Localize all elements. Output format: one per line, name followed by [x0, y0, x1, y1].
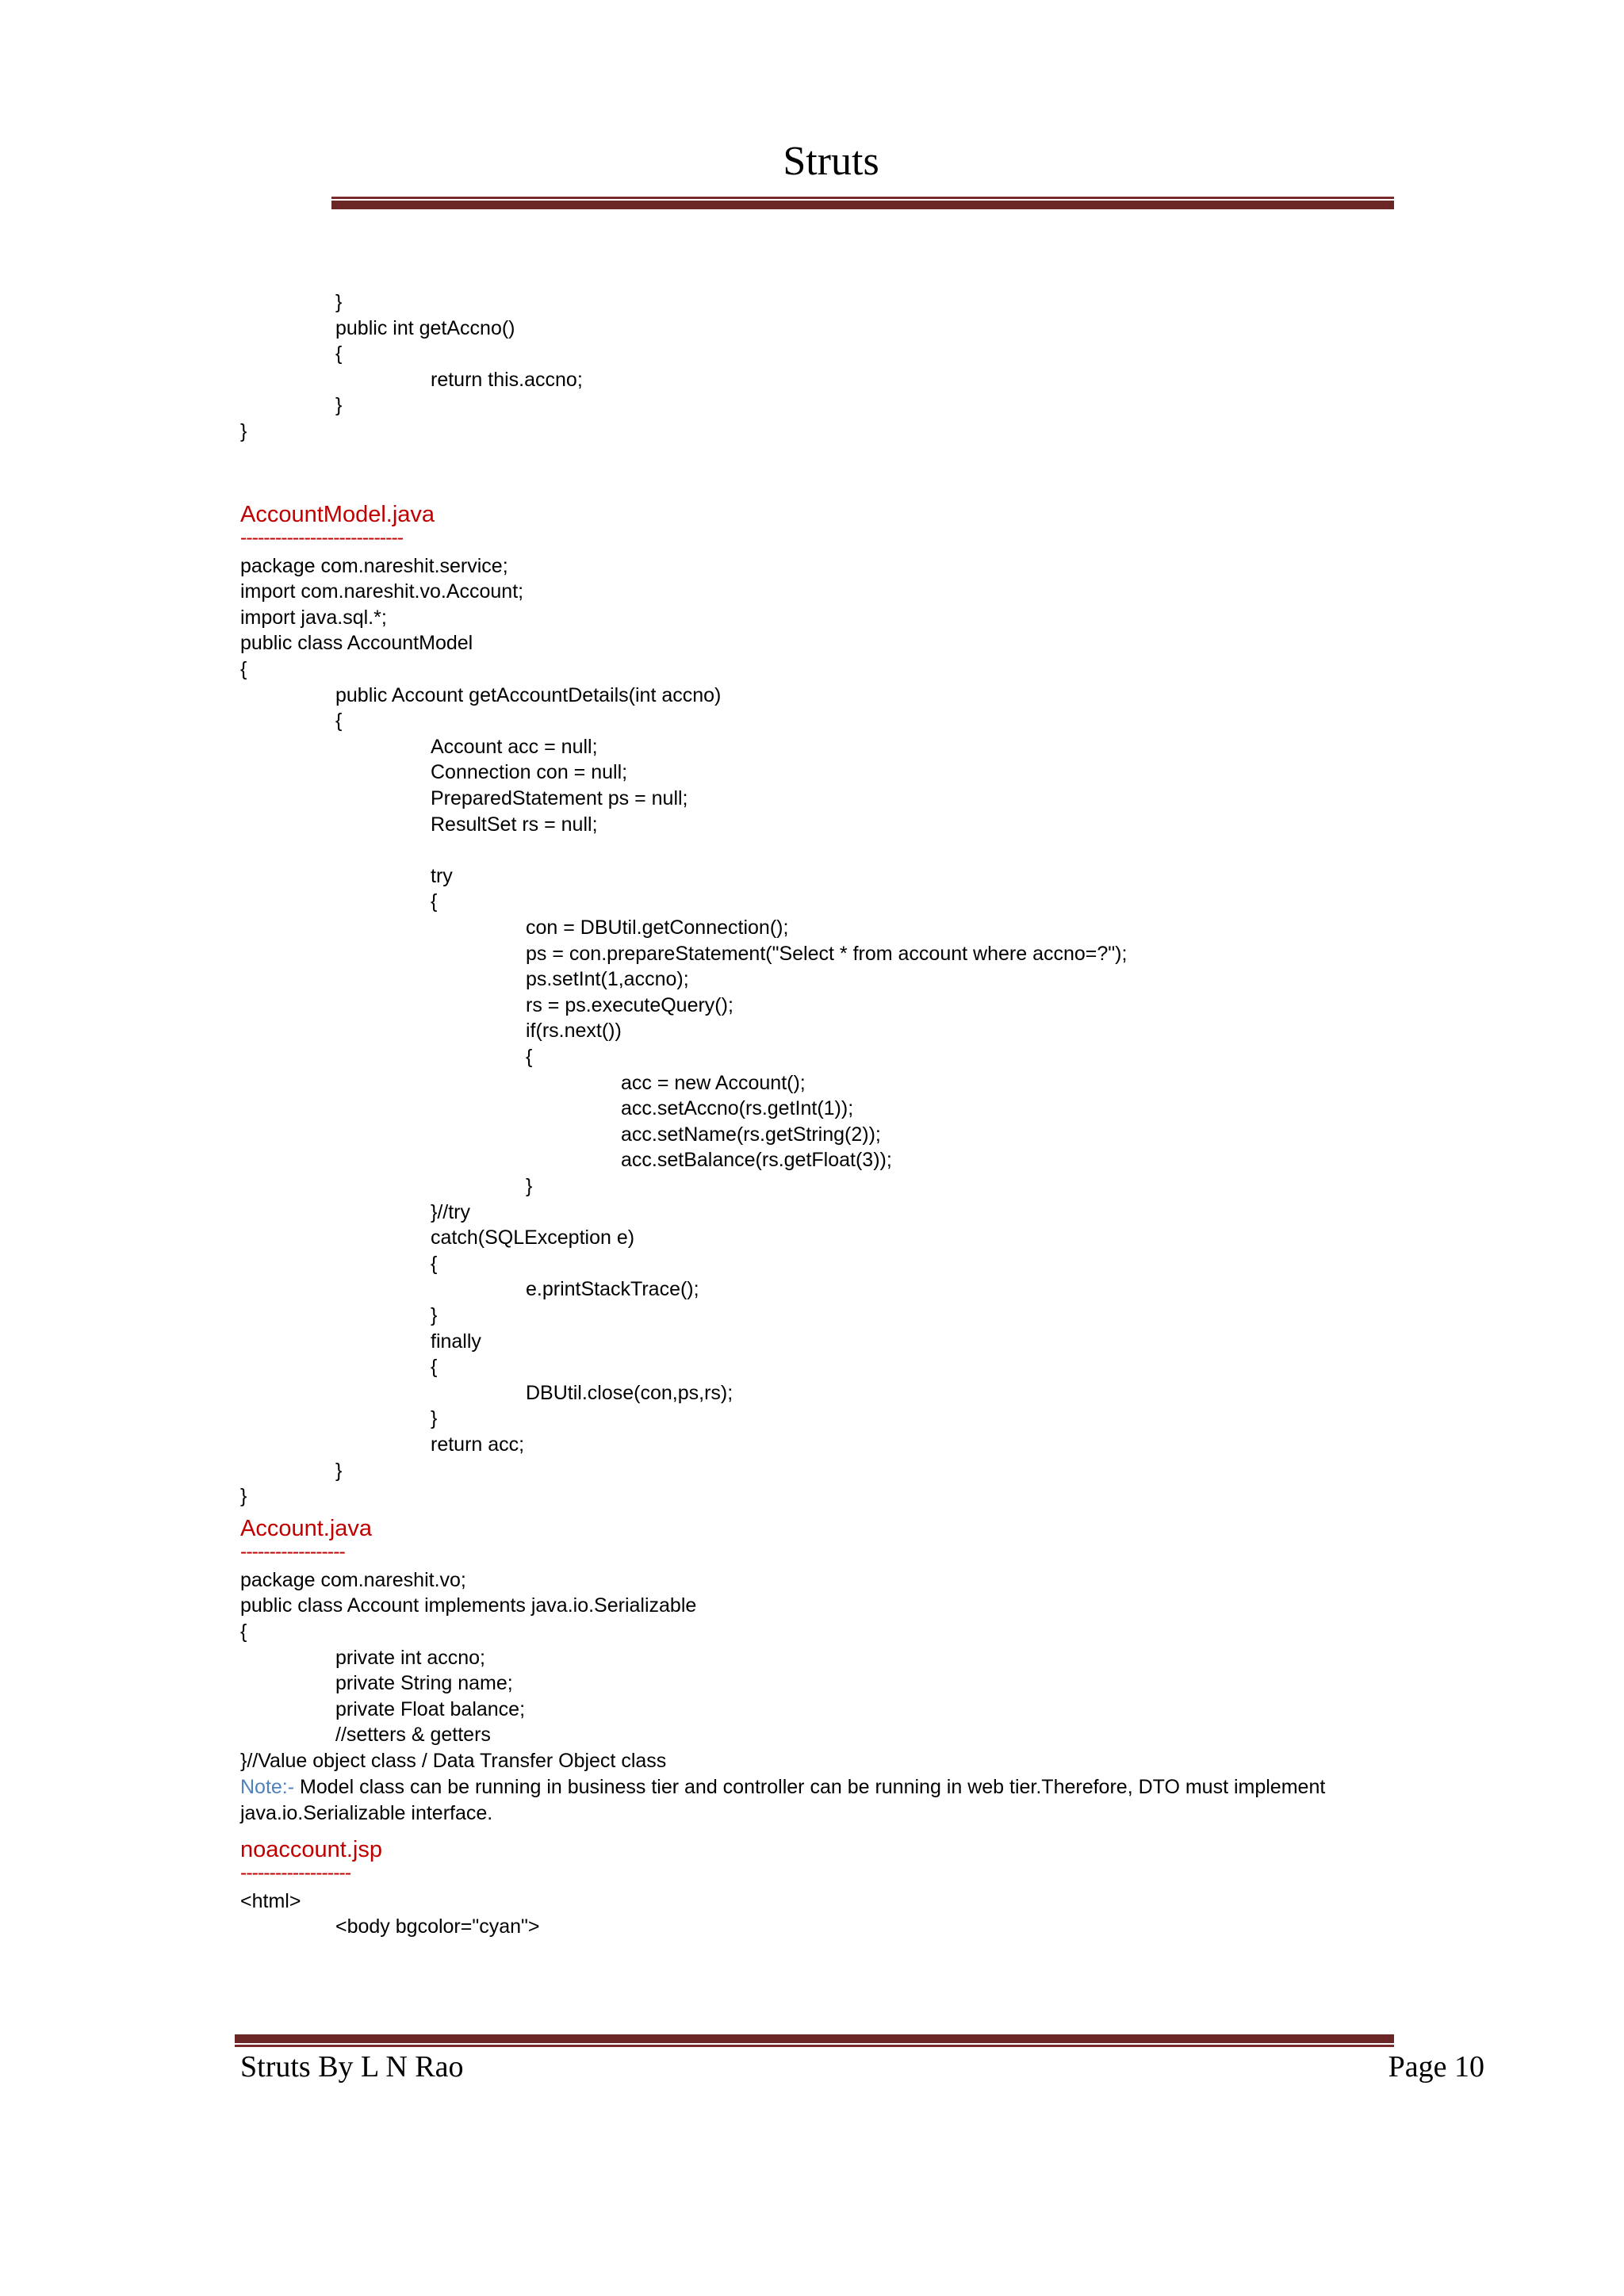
code-line: { [240, 1621, 247, 1643]
code-line: acc.setName(rs.getString(2)); [621, 1123, 881, 1146]
code-line: try [431, 864, 453, 887]
code-line: package com.nareshit.vo; [240, 1568, 466, 1591]
code-line: } [431, 1407, 438, 1430]
code-line: catch(SQLException e) [431, 1226, 635, 1249]
code-line: } [431, 1304, 438, 1326]
code-line: private int accno; [335, 1646, 485, 1669]
code-line: } [335, 291, 343, 313]
page-header-title: Struts [783, 139, 879, 184]
code-line: } [335, 394, 343, 417]
code-line: <body bgcolor="cyan"> [335, 1915, 540, 1938]
code-line: { [526, 1046, 533, 1068]
code-line: { [335, 710, 343, 733]
footer-rule [235, 2034, 1394, 2047]
code-line: package com.nareshit.service; [240, 554, 508, 577]
code-line: import java.sql.*; [240, 606, 387, 629]
code-line: }//Value object class / Data Transfer Object class [240, 1750, 667, 1772]
code-line: { [431, 890, 438, 913]
code-line: ps.setInt(1,accno); [526, 968, 689, 991]
code-line: finally [431, 1330, 481, 1353]
code-line: if(rs.next()) [526, 1020, 622, 1043]
code-line: } [240, 420, 247, 442]
code-line: { [240, 658, 247, 680]
code-line: return this.accno; [431, 368, 583, 391]
code-line: }//try [431, 1200, 471, 1223]
code-line: ResultSet rs = null; [431, 813, 598, 836]
code-line: //setters & getters [335, 1724, 491, 1747]
code-line: acc = new Account(); [621, 1071, 806, 1094]
code-line: public class AccountModel [240, 632, 473, 655]
code-line: } [240, 1485, 247, 1508]
section-underline: ------------------- [240, 1861, 351, 1884]
code-line: Connection con = null; [431, 761, 628, 784]
section-title: Account.java [240, 1515, 373, 1541]
code-line: { [431, 1252, 438, 1275]
code-line: public Account getAccountDetails(int accno) [335, 683, 722, 706]
code-line: import com.nareshit.vo.Account; [240, 580, 524, 603]
footer-page-number: Page 10 [1388, 2050, 1484, 2084]
code-line: } [526, 1175, 533, 1197]
code-line: rs = ps.executeQuery(); [526, 993, 733, 1016]
code-line: private String name; [335, 1672, 513, 1695]
code-line: <html> [240, 1889, 301, 1912]
code-line: acc.setAccno(rs.getInt(1)); [621, 1097, 854, 1120]
code-line: DBUtil.close(con,ps,rs); [526, 1381, 733, 1404]
note-label: Note:- [240, 1775, 295, 1798]
note-text: Model class can be running in business tier and controller can be running in web tier.Therefore, DTO must implement java.io.Serializable interface. [240, 1775, 1326, 1824]
code-line: } [335, 1459, 343, 1482]
code-line: public int getAccno() [335, 316, 515, 339]
section-title: noaccount.jsp [240, 1836, 382, 1862]
code-line: private Float balance; [335, 1697, 526, 1720]
code-line: ps = con.prepareStatement("Select * from account where accno=?"); [526, 942, 1128, 965]
code-line: Account acc = null; [431, 735, 598, 758]
code-line: con = DBUtil.getConnection(); [526, 916, 789, 939]
code-line: { [335, 342, 343, 365]
code-line: acc.setBalance(rs.getFloat(3)); [621, 1149, 892, 1172]
section-title: AccountModel.java [240, 501, 435, 527]
code-line: return acc; [431, 1433, 525, 1456]
code-line: { [431, 1356, 438, 1379]
note-paragraph [240, 1774, 1382, 1827]
section-underline: ------------------ [240, 1540, 345, 1563]
footer-author: Struts By L N Rao [240, 2050, 464, 2084]
code-line: e.printStackTrace(); [526, 1278, 699, 1301]
section-underline: ---------------------------- [240, 526, 404, 549]
code-line: PreparedStatement ps = null; [431, 787, 688, 809]
code-line: public class Account implements java.io.Serializable [240, 1594, 697, 1617]
header-rule [331, 197, 1394, 209]
